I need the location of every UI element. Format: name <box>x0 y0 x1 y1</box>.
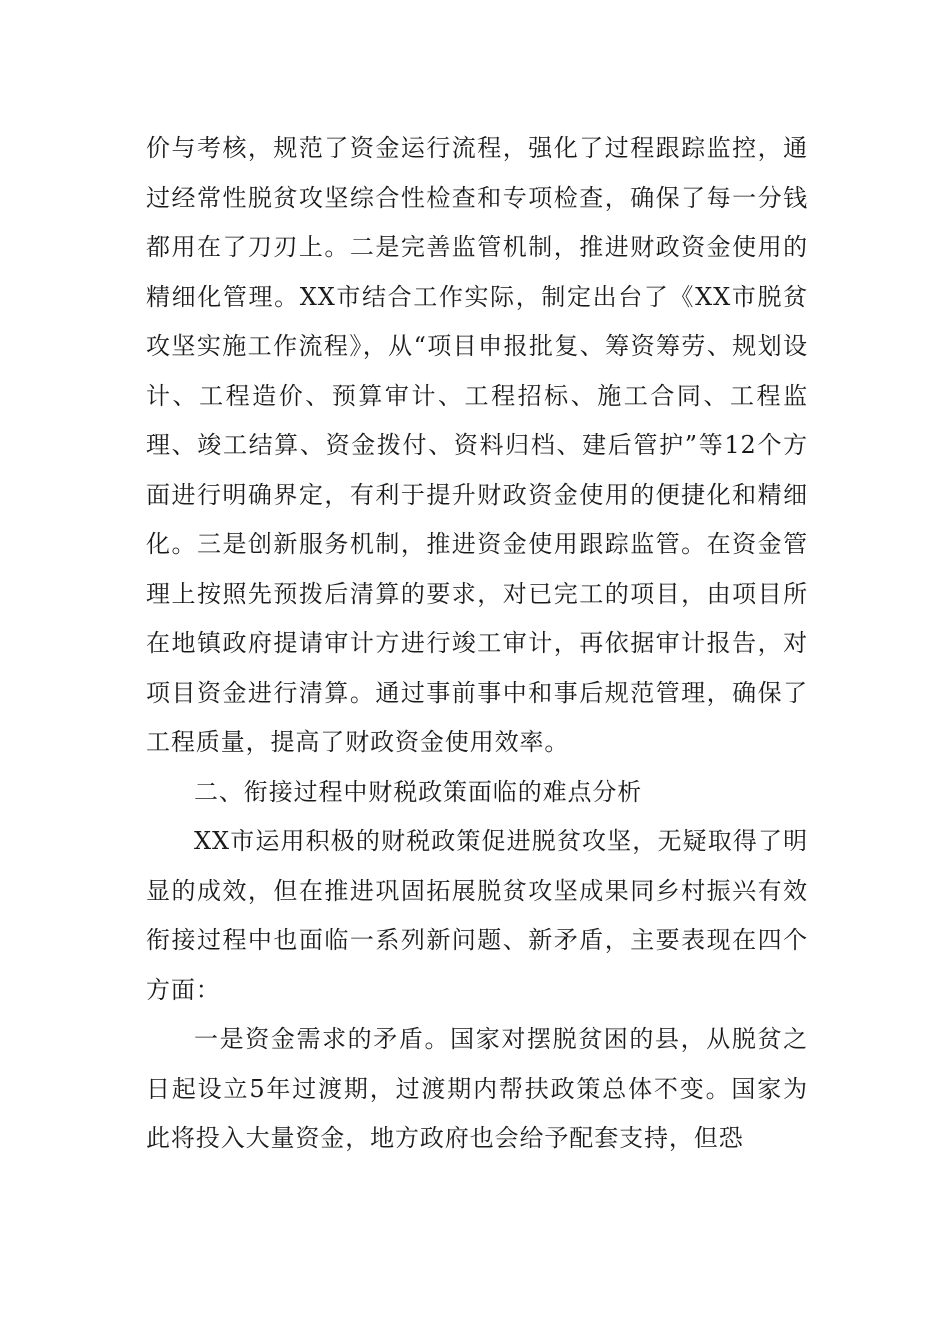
body-paragraph: 价与考核，规范了资金运行流程，强化了过程跟踪监控，通过经常性脱贫攻坚综合性检查和专项检查，确保了每一分钱都用在了刀刃上。二是完善监管机制，推进财政资金使用的精细化管理。XX市结合工作实际，制定出台了《XX市脱贫攻坚实施工作流程》，从“项目申报批复、筹资筹劳、规划设计、工程造价、预算审计、工程招标、施工合同、工程监理、竣工结算、资金拨付、资料归档、建后管护”等12个方面进行明确界定，有利于提升财政资金使用的便捷化和精细化。三是创新服务机制，推进资金使用跟踪监管。在资金管理上按照先预拨后清算的要求，对已完工的项目，由项目所在地镇政府提请审计方进行竣工审计，再依据审计报告，对项目资金进行清算。通过事前事中和事后规范管理，确保了工程质量，提高了财政资金使用效率。 <box>146 134 808 756</box>
document-page <box>146 124 808 1164</box>
body-paragraph: 一是资金需求的矛盾。国家对摆脱贫困的县，从脱贫之日起设立5年过渡期，过渡期内帮扶政策总体不变。国家为此将投入大量资金，地方政府也会给予配套支持，但恐 <box>146 1025 808 1152</box>
body-paragraph: XX市运用积极的财税政策促进脱贫攻坚，无疑取得了明显的成效，但在推进巩固拓展脱贫攻坚成果同乡村振兴有效衔接过程中也面临一系列新问题、新矛盾，主要表现在四个方面： <box>146 827 808 1004</box>
section-heading: 二、衔接过程中财税政策面临的难点分析 <box>194 777 643 806</box>
